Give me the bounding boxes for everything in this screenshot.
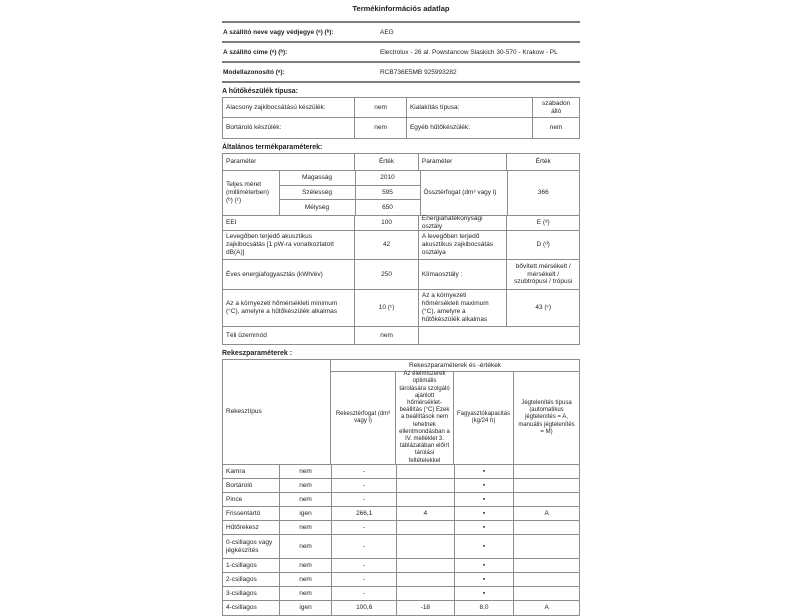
compartment-name: 1-csillagos	[223, 559, 280, 572]
param-value: D (ᵈ)	[536, 241, 550, 249]
compartment-temp	[397, 559, 455, 572]
table-header-row	[223, 154, 579, 171]
param-label: Az a környezeti hőmérsékleti maximum (°C), amelyre a hűtőkészülék alkalmas	[419, 290, 508, 326]
table-row	[223, 231, 579, 260]
table-row	[223, 216, 579, 231]
dimension-subrow	[280, 200, 420, 215]
compartment-volume: -	[332, 493, 397, 506]
column-header: Érték	[355, 154, 419, 170]
model-id-label: Modellazonosító (ᵃ):	[223, 68, 285, 76]
param-value: nem	[355, 98, 407, 117]
compartment-name: Kamra	[223, 465, 280, 478]
compartment-temp	[397, 521, 455, 534]
column-header: Érték	[535, 158, 551, 166]
param-value: bővített mérsékelt / mérsékelt / szubtrópusi / trópusi	[514, 262, 573, 286]
compartment-name: 2-csillagos	[223, 573, 280, 586]
compartment-row	[223, 559, 579, 573]
compartment-row	[223, 493, 579, 507]
param-value: nem	[549, 124, 563, 132]
compartment-present: nem	[280, 479, 333, 492]
param-value: nem	[355, 327, 419, 344]
param-label: Téli üzemmód	[223, 327, 355, 344]
compartment-present: nem	[280, 465, 333, 478]
compartment-row	[223, 521, 579, 535]
appliance-type-table	[222, 97, 580, 139]
supplier-address-value: Electrolux - 26 al. Powstancow Slaskich 30-570 - Krakow - PL	[380, 48, 558, 56]
table-row	[223, 290, 579, 327]
param-value: 43 (ᶜ)	[535, 304, 552, 312]
compartment-volume: -	[332, 573, 397, 586]
compartment-volume: 266,1	[332, 507, 397, 520]
compartment-temp	[397, 587, 455, 600]
param-value: 250	[355, 260, 419, 289]
model-id-value: RCB736E5MB 925993282	[380, 68, 457, 76]
compartment-present: nem	[280, 493, 333, 506]
param-label: EEI	[223, 216, 355, 230]
param-label: Energiahatékonysági osztály	[419, 216, 508, 230]
supplier-name-value: AEG	[380, 28, 394, 36]
dimension-value: 650	[382, 203, 393, 211]
compartment-present: igen	[280, 507, 333, 520]
span-header: Rekeszparaméterek és -értékek	[331, 360, 579, 372]
compartment-name: 4-csillagos	[223, 601, 280, 615]
section-heading-compartments: Rekeszparaméterek :	[222, 350, 293, 357]
compartment-temp	[397, 493, 455, 506]
dimension-name: Mélység	[280, 200, 356, 215]
compartment-capacity: ▪	[455, 465, 515, 478]
compartment-name: Frissentartó	[223, 507, 280, 520]
compartment-name: 3-csillagos	[223, 587, 280, 600]
compartment-present: nem	[280, 573, 333, 586]
compartment-defrost	[514, 479, 579, 492]
param-label: Éves energiafogyasztás (kWh/év)	[223, 260, 355, 289]
page-title: Termékinformációs adatlap	[352, 4, 450, 13]
param-value: 10 (ᶜ)	[355, 290, 419, 326]
compartment-defrost	[514, 559, 579, 572]
compartment-row	[223, 465, 579, 479]
compartment-capacity: ▪	[455, 535, 515, 558]
compartment-name: Bortároló	[223, 479, 280, 492]
compartment-capacity: ▪	[455, 559, 515, 572]
compartment-row	[223, 507, 579, 521]
compartment-capacity: ▪	[455, 507, 515, 520]
dimension-name: Magasság	[280, 171, 356, 185]
dimensions-label: Teljes méret (milliméterben) (ᵇ) (ᶜ)	[223, 171, 280, 215]
compartment-temp	[397, 479, 455, 492]
supplier-name-label: A szállító neve vagy védjegye (ᵃ) (ᵇ):	[223, 28, 334, 36]
dimensions-subtable	[280, 171, 420, 215]
column-header: Paraméter	[419, 154, 508, 170]
compartment-row	[223, 601, 579, 615]
compartment-name: 0-csillagos vagy jégkészítés	[223, 535, 280, 558]
compartment-volume: -	[332, 521, 397, 534]
compartment-present: nem	[280, 587, 333, 600]
param-label: Egyéb hűtőkészülék:	[407, 118, 533, 138]
general-parameters-table	[222, 153, 580, 345]
compartment-values-header	[331, 360, 579, 464]
compartment-defrost	[514, 535, 579, 558]
datasheet	[222, 4, 580, 616]
compartment-volume: -	[332, 587, 397, 600]
param-label: Alacsony zajkibocsátású készülék:	[223, 98, 355, 117]
compartment-defrost	[514, 493, 579, 506]
compartment-capacity: ▪	[455, 479, 515, 492]
table-row	[223, 327, 579, 344]
compartment-defrost: A	[544, 509, 549, 517]
compartment-capacity: ▪	[455, 493, 515, 506]
compartment-type-header: Rekesztípus	[223, 360, 331, 464]
table-row	[223, 98, 579, 118]
compartment-present: igen	[280, 601, 333, 615]
compartment-temp	[397, 573, 455, 586]
supplier-table	[222, 21, 580, 83]
param-value: 42	[355, 231, 419, 259]
defrost-type-header: Jégtelenítés típusa (automatikus jégtelenítés = A, manuális jégtelenítés = M)	[518, 400, 575, 435]
total-volume-value: 366	[537, 189, 549, 197]
section-heading-general-parameters: Általános termékparaméterek:	[222, 144, 323, 151]
param-label: Az a környezeti hőmérsékleti minimum (°C), amelyre a hűtőkészülék alkalmas	[223, 290, 355, 326]
compartment-volume: -	[332, 535, 397, 558]
column-header: Paraméter	[223, 154, 355, 170]
param-value: 100	[355, 216, 419, 230]
compartment-volume: -	[332, 465, 397, 478]
table-row	[223, 118, 579, 138]
param-label: A levegőben terjedő akusztikus zajkibocsátás osztálya	[419, 231, 508, 259]
param-label: Kialakítás típusa:	[407, 98, 533, 117]
supplier-address-label: A szállító címe (ᵃ) (ᵇ):	[223, 48, 288, 56]
dimensions-row	[223, 171, 579, 216]
param-label: Bortároló készülék:	[223, 118, 355, 138]
compartments-table	[222, 359, 580, 616]
param-value: szabadon álló	[542, 99, 571, 115]
supplier-row	[222, 63, 580, 83]
supplier-row	[222, 23, 580, 43]
compartment-row	[223, 535, 579, 559]
compartment-capacity: 8,0	[455, 601, 515, 615]
compartment-capacity: ▪	[455, 573, 515, 586]
compartment-temp	[397, 465, 455, 478]
compartment-volume: -	[332, 479, 397, 492]
dimension-subrow	[280, 171, 420, 186]
compartment-row	[223, 573, 579, 587]
compartments-header	[223, 360, 579, 465]
compartment-defrost	[514, 573, 579, 586]
supplier-row	[222, 43, 580, 63]
compartment-temp: -18	[397, 601, 455, 615]
compartment-present: nem	[280, 535, 333, 558]
temp-setting-header: Az élelmiszerek optimális tárolására szolgáló ajánlott hőmérséklet-beállítás (°C) Ezek a beállítások nem lehetnek ellentmondásban a IV. melléklet 3. táblázatában előírt tárolási feltételekkel	[396, 372, 454, 464]
compartment-defrost	[514, 521, 579, 534]
param-value: E (ᵈ)	[536, 219, 550, 227]
param-label: Klímaosztály :	[419, 260, 508, 289]
dimension-name: Szélesség	[280, 186, 356, 200]
table-row	[223, 260, 579, 290]
compartment-capacity: ▪	[455, 521, 515, 534]
compartment-present: nem	[280, 521, 333, 534]
compartment-row	[223, 479, 579, 493]
compartment-temp	[397, 535, 455, 558]
compartment-capacity: ▪	[455, 587, 515, 600]
compartment-name: Hűtőrekesz	[223, 521, 280, 534]
freezing-capacity-header: Fagyasztókapacitás (kg/24 h)	[454, 372, 514, 464]
compartment-defrost	[514, 465, 579, 478]
compartment-row	[223, 587, 579, 601]
param-value: nem	[355, 118, 407, 138]
empty-cell	[419, 327, 579, 344]
compartment-name: Pince	[223, 493, 280, 506]
total-volume-label: Össztérfogat (dm³ vagy l)	[420, 171, 508, 215]
compartment-volume: -	[332, 559, 397, 572]
compartment-defrost: A	[544, 604, 549, 612]
dimension-value: 2010	[380, 173, 395, 181]
compartment-temp: 4	[397, 507, 455, 520]
param-label: Levegőben terjedő akusztikus zajkibocsátás [1 pW-ra vonatkoztatott dB(A)]	[223, 231, 355, 259]
volume-header: Rekesztérfogat (dm³ vagy l)	[331, 372, 396, 464]
dimension-subrow	[280, 186, 420, 201]
section-heading-appliance-type: A hűtőkészülék típusa:	[222, 88, 298, 95]
compartment-present: nem	[280, 559, 333, 572]
compartment-defrost	[514, 587, 579, 600]
sub-header-row	[331, 372, 579, 464]
dimension-value: 595	[382, 188, 393, 196]
compartment-volume: 100,6	[332, 601, 397, 615]
